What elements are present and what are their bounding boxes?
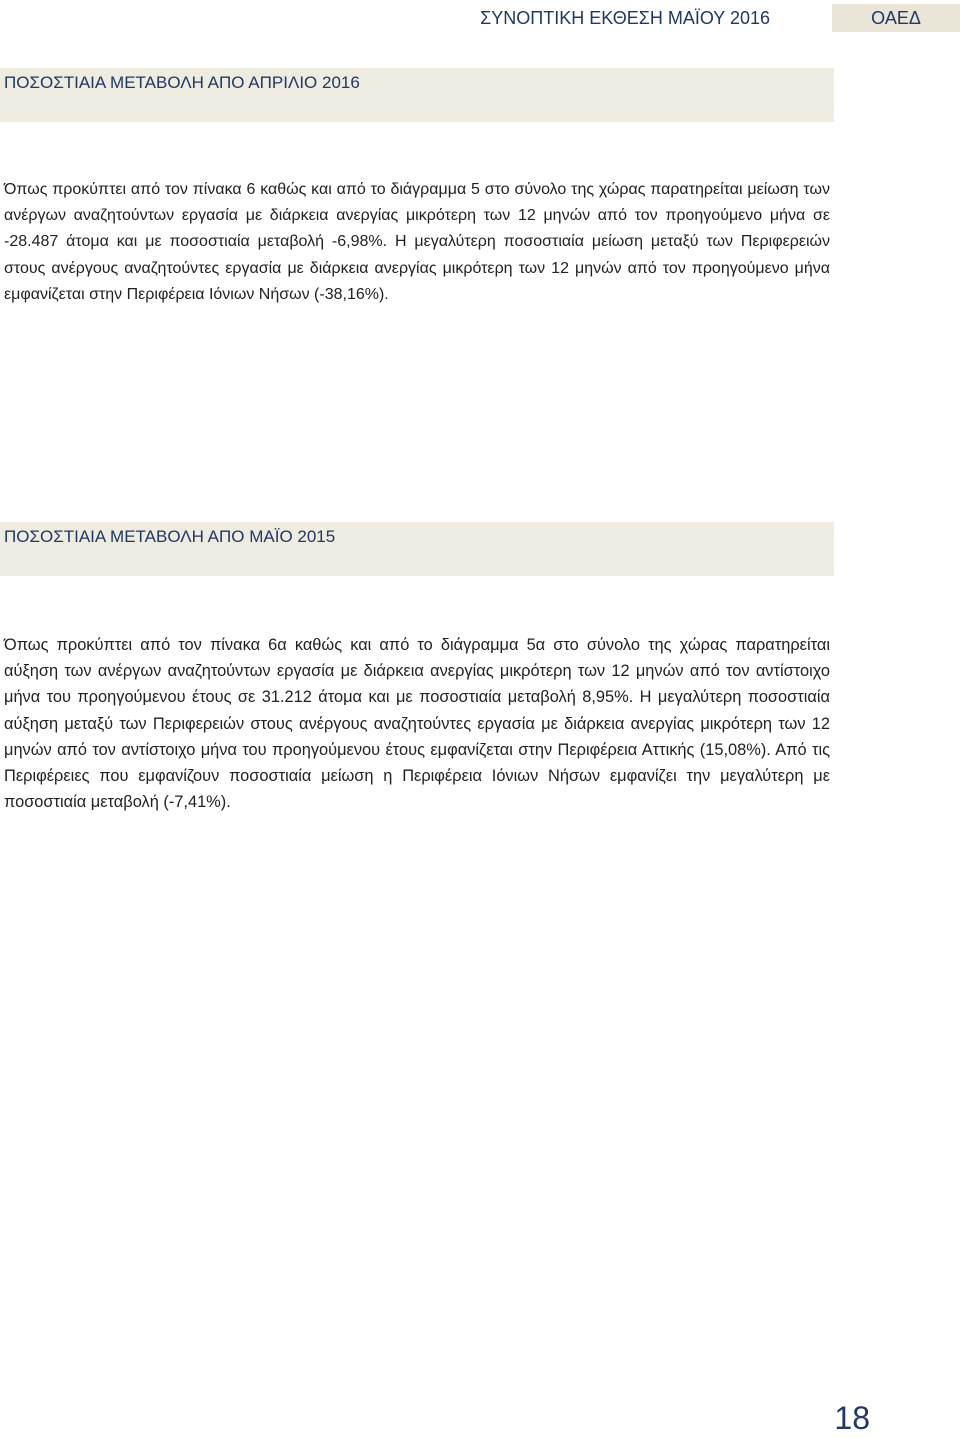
page-number: 18: [834, 1400, 870, 1436]
report-title: ΣΥΝΟΠΤΙΚΗ ΕΚΘΕΣΗ ΜΑΪΟΥ 2016: [480, 8, 770, 28]
section-heading-april: ΠΟΣΟΣΤΙΑΙΑ ΜΕΤΑΒΟΛΗ ΑΠΟ ΑΠΡΙΛΙΟ 2016: [0, 68, 834, 122]
section-paragraph-april: Όπως προκύπτει από τον πίνακα 6 καθώς και από το διάγραμμα 5 στο σύνολο της χώρας παρατηρείται μείωση των ανέργων αναζητούντων εργασία με διάρκεια ανεργίας μικρότερη των 12 μηνών από τον προηγούμενο μήνα σε -28.487 άτομα και με ποσοστιαία μεταβολή -6,98%. Η μεγαλύτερη ποσοστιαία μείωση μεταξύ των Περιφερειών στους ανέργους αναζητούντες εργασία με διάρκεια ανεργίας μικρότερη των 12 μηνών από τον προηγούμενο μήνα εμφανίζεται στην Περιφέρεια Ιόνιων Νήσων (-38,16%).: [4, 181, 830, 303]
organization-badge: ΟΑΕΔ: [832, 4, 960, 32]
section-heading-may: ΠΟΣΟΣΤΙΑΙΑ ΜΕΤΑΒΟΛΗ ΑΠΟ ΜΑΪΟ 2015: [0, 522, 834, 576]
section-paragraph-may: Όπως προκύπτει από τον πίνακα 6α καθώς και από το διάγραμμα 5α στο σύνολο της χώρας παρατηρείται αύξηση των ανέργων αναζητούντων εργασία με διάρκεια ανεργίας μικρότερη των 12 μηνών από τον αντίστοιχο μήνα του προηγούμενου έτους σε 31.212 άτομα και με ποσοστιαία μεταβολή 8,95%. Η μεγαλύτερη ποσοστιαία αύξηση μεταξύ των Περιφερειών στους ανέργους αναζητούντες εργασία με διάρκεια ανεργίας μικρότερη των 12 μηνών από τον αντίστοιχο μήνα του προηγούμενου έτους εμφανίζεται στην Περιφέρεια Αττικής (15,08%). Από τις Περιφέρειες που εμφανίζουν ποσοστιαία μείωση η Περιφέρεια Ιόνιων Νήσων εμφανίζει την μεγαλύτερη με ποσοστιαία μεταβολή (-7,41%).: [4, 636, 830, 812]
